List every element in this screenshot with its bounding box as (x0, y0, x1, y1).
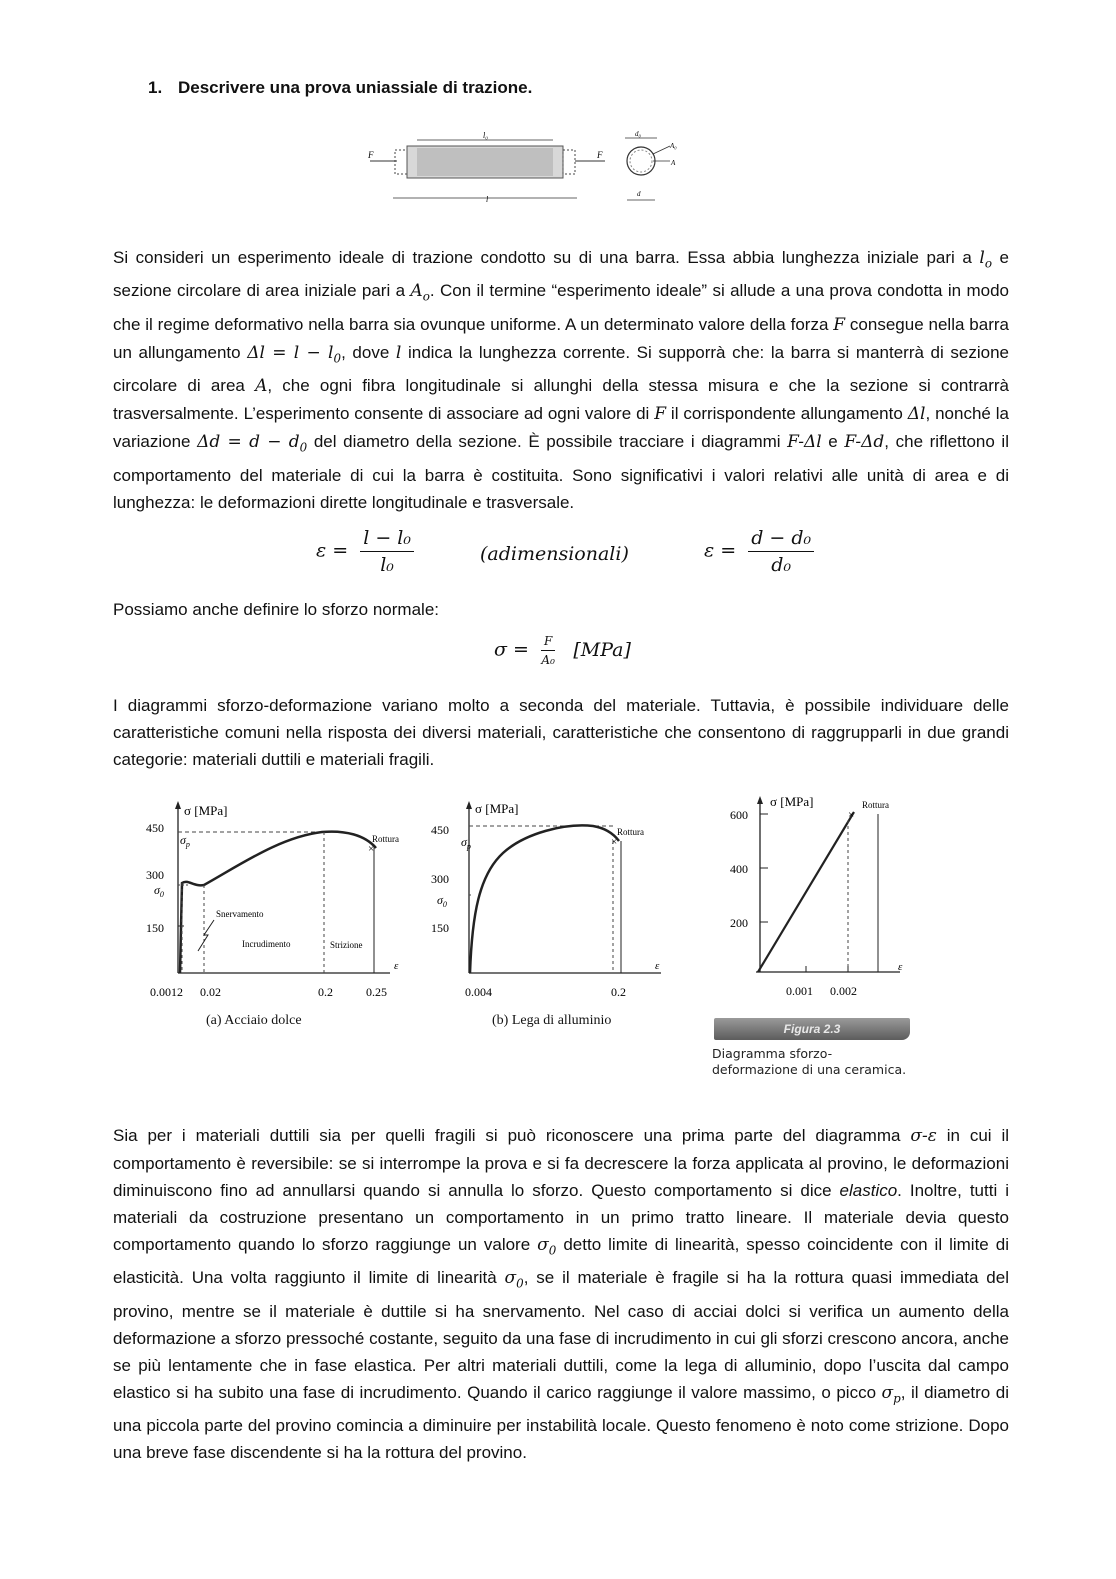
question-title: Descrivere una prova uniassiale di trazione. (178, 78, 533, 97)
intro-text-3: . Con il termine “esperimento ideale” si allude a una prova condotta in modo che il regime deformativo nella barra sia ovunque uniforme. A un determinato valore della forza (113, 281, 1009, 334)
y-axis-label-c: σ [MPa] (770, 794, 814, 809)
math-delta-l: $\Delta l = l - l_0$ (247, 342, 342, 366)
svg-text:×: × (611, 836, 618, 848)
curve-ceramica (758, 812, 854, 972)
math-sigma-eps: σ-ε (910, 1126, 937, 1146)
chart-lega-alluminio (425, 795, 675, 1015)
math-l0: $l_o$ (979, 248, 992, 271)
force-left-label: F (368, 150, 374, 160)
chart-acciaio-dolce (140, 795, 410, 1015)
ytick-b-450: 450 (431, 823, 449, 837)
ytick-a-450: 450 (146, 821, 164, 835)
math-sigma-p: $\sigma_p$ (881, 1382, 901, 1406)
intro-text-7: , che ogni fibra longitudinale si allunghi della stessa misura e che la sezione si contrarrà trasversalmente. L’esperimento consente di associare ad ogni valore di (113, 376, 1009, 424)
xtick-a-3: 0.25 (366, 985, 387, 999)
caption-lega-alluminio: (b) Lega di alluminio (492, 1013, 612, 1028)
chart-ceramica (720, 790, 920, 1006)
y-axis-label-b: σ [MPa] (475, 801, 519, 816)
section-bottom-label: d (637, 190, 641, 198)
elastico-term: elastico (839, 1181, 898, 1200)
svg-text:×: × (368, 843, 375, 855)
ytick-c-200: 200 (730, 916, 748, 930)
bar-figure (365, 128, 695, 208)
intro-text-6: indica la lunghezza corrente. Si supporrà che: la barra si manterrà di sezione circolare di area (113, 342, 1009, 396)
final-text-3: . Inoltre, tutti i materiali da costruzione presentano un comportamento in un primo tratto lineare. Il materiale devia questo comportamento quando lo sforzo raggiunge un valore (113, 1181, 1009, 1254)
math-F: F (833, 314, 846, 335)
math-F2: F (654, 404, 667, 425)
xtick-a-0: 0.0012 (150, 985, 183, 999)
xtick-a-1: 0.02 (200, 985, 221, 999)
xtick-c-0: 0.001 (786, 984, 813, 998)
math-F-dl: F-Δl (787, 432, 822, 453)
x-axis-label-c: ε (898, 961, 903, 973)
intro-text-11: e (821, 432, 845, 452)
intro-paragraph (113, 244, 1009, 516)
intro-text-10: del diametro della sezione. È possibile tracciare i diagrammi (307, 432, 788, 452)
sigma-p-label-b: $\sigma_p$ (461, 835, 471, 851)
strain-equation-longitudinal: ε = $\frac{\text{l − l₀}}{\text{l₀}}$ (316, 527, 414, 576)
curve-lega-alluminio (470, 825, 619, 973)
math-A0: $A_o$ (410, 281, 430, 304)
ytick-c-400: 400 (730, 862, 748, 876)
strizione-label: Strizione (330, 940, 363, 950)
x-axis-label-a: ε (394, 960, 399, 972)
math-sigma0-b: $\sigma_0$ (504, 1268, 524, 1291)
final-text-5: , se il materiale è fragile si ha la rottura quasi immediata del provino, mentre se il materiale è duttile si ha snervamento. Nel caso di acciai dolci si verifica un aumento della deformazione a sforzo pressoché costante, seguito da una fase di incrudimento in cui gli sforzi crescono ancora, anche se più lentamente che in fase elastica. Per altri materiali duttili, come la lega di alluminio, dopo l’uscita dal campo elastico si ha subito una fase di incrudimento. Quando il carico raggiunge il valore massimo, o picco (113, 1268, 1009, 1402)
final-text-4: detto limite di linearità, spesso coincidente con il limite di elasticità. Una volta raggiunto il limite di linearità (113, 1235, 1009, 1288)
question-number: 1. (148, 78, 163, 97)
ytick-a-150: 150 (146, 921, 164, 935)
incrudimento-label: Incrudimento (242, 939, 291, 949)
sigma-p-label-a: $\sigma_p$ (180, 833, 190, 849)
force-right-label: F (597, 150, 603, 160)
rottura-label-c: Rottura (862, 800, 889, 810)
rottura-label-b: Rottura (617, 827, 644, 837)
final-text-2: in cui il comportamento è reversibile: se si interrompe la prova e si fa decrescere la forza applicata al provino, le deformazioni diminuiscono fino ad annullarsi quando si annulla lo sforzo. Questo comportamento si dice (113, 1126, 1010, 1200)
intro-text-1: Si consideri un esperimento ideale di trazione condotto su di una barra. Essa abbia lunghezza iniziale pari a (113, 248, 980, 267)
question-heading (148, 78, 532, 98)
final-text-1: Sia per i materiali duttili sia per quelli fragili si può riconoscere una prima parte del diagramma (113, 1126, 911, 1145)
ytick-b-300: 300 (431, 872, 449, 886)
intro-text-2: e sezione circolare di area iniziale pari a (113, 248, 1009, 301)
intro-text-8: il corrispondente allungamento (666, 404, 908, 424)
sigma-0-label-a: $\sigma_0$ (154, 883, 164, 899)
section-area-label: A (671, 159, 676, 167)
final-paragraph (113, 1122, 1009, 1466)
sforzo-intro: Possiamo anche definire lo sforzo normale: (113, 600, 439, 619)
intro-text-9: , nonché la variazione (113, 404, 1009, 452)
stress-equation: σ = $\frac{F}{\text{A₀}}$ [MPa] (494, 634, 631, 667)
math-F-dd: F-Δd (844, 432, 885, 453)
section-area-top-label: A₀ (670, 142, 677, 150)
svg-text:×: × (848, 809, 855, 821)
figura-badge: Figura 2.3 (714, 1018, 910, 1040)
math-delta-l-2: Δl (907, 404, 926, 425)
x-axis-label-b: ε (655, 960, 660, 972)
adimensional-note: (adimensionali) (480, 543, 629, 565)
ytick-b-150: 150 (431, 921, 449, 935)
section-top-label: d₀ (635, 130, 641, 138)
diagrams-intro: I diagrammi sforzo-deformazione variano molto a seconda del materiale. Tuttavia, è possibile individuare delle caratteristiche comuni nella risposta dei diversi materiali, caratteristiche che consentono di raggrupparli in due grandi categorie: materiali duttili e materiali fragili. (113, 696, 1009, 769)
caption-ceramica-line-1: Diagramma sforzo- (712, 1046, 833, 1061)
length-top-label: l₀ (483, 131, 489, 140)
math-sigma0-a: $\sigma_0$ (537, 1235, 557, 1258)
xtick-c-1: 0.002 (830, 984, 857, 998)
final-text-6: , il diametro di una piccola parte del provino comincia a diminuire per instabilità locale. Questo fenomeno è noto come strizione. Dopo una breve fase discendente si ha la rottura del provino. (113, 1382, 1009, 1463)
ytick-c-600: 600 (730, 808, 748, 822)
y-axis-label-a: σ [MPa] (184, 803, 228, 818)
intro-text-5: , dove (341, 342, 396, 362)
caption-acciaio-dolce: (a) Acciaio dolce (206, 1013, 302, 1028)
math-A: A (255, 376, 268, 397)
math-l: l (395, 342, 402, 363)
rottura-label-a: Rottura (372, 834, 399, 844)
xtick-a-2: 0.2 (318, 985, 333, 999)
snervamento-label: Snervamento (216, 909, 264, 919)
ytick-a-300: 300 (146, 868, 164, 882)
xtick-b-1: 0.2 (611, 985, 626, 999)
length-bottom-label: l (486, 195, 489, 204)
intro-text-12: , che riflettono il comportamento del materiale di cui la barra è costituita. Sono significativi i valori relativi alle unità di area e di lunghezza: le deformazioni dirette longitudinale e trasversale. (113, 432, 1009, 512)
sigma-0-label-b: $\sigma_0$ (437, 893, 447, 909)
intro-text-4: consegue nella barra un allungamento (113, 314, 1009, 362)
caption-ceramica (712, 1046, 906, 1078)
caption-ceramica-line-2: deformazione di una ceramica. (712, 1062, 907, 1077)
xtick-b-0: 0.004 (465, 985, 492, 999)
curve-acciaio-dolce (180, 832, 376, 973)
strain-equation-transversal: ε = $\frac{\text{d − d₀}}{\text{d₀}}$ (704, 527, 814, 576)
math-delta-d: $\Delta d = d - d_0$ (197, 432, 308, 455)
